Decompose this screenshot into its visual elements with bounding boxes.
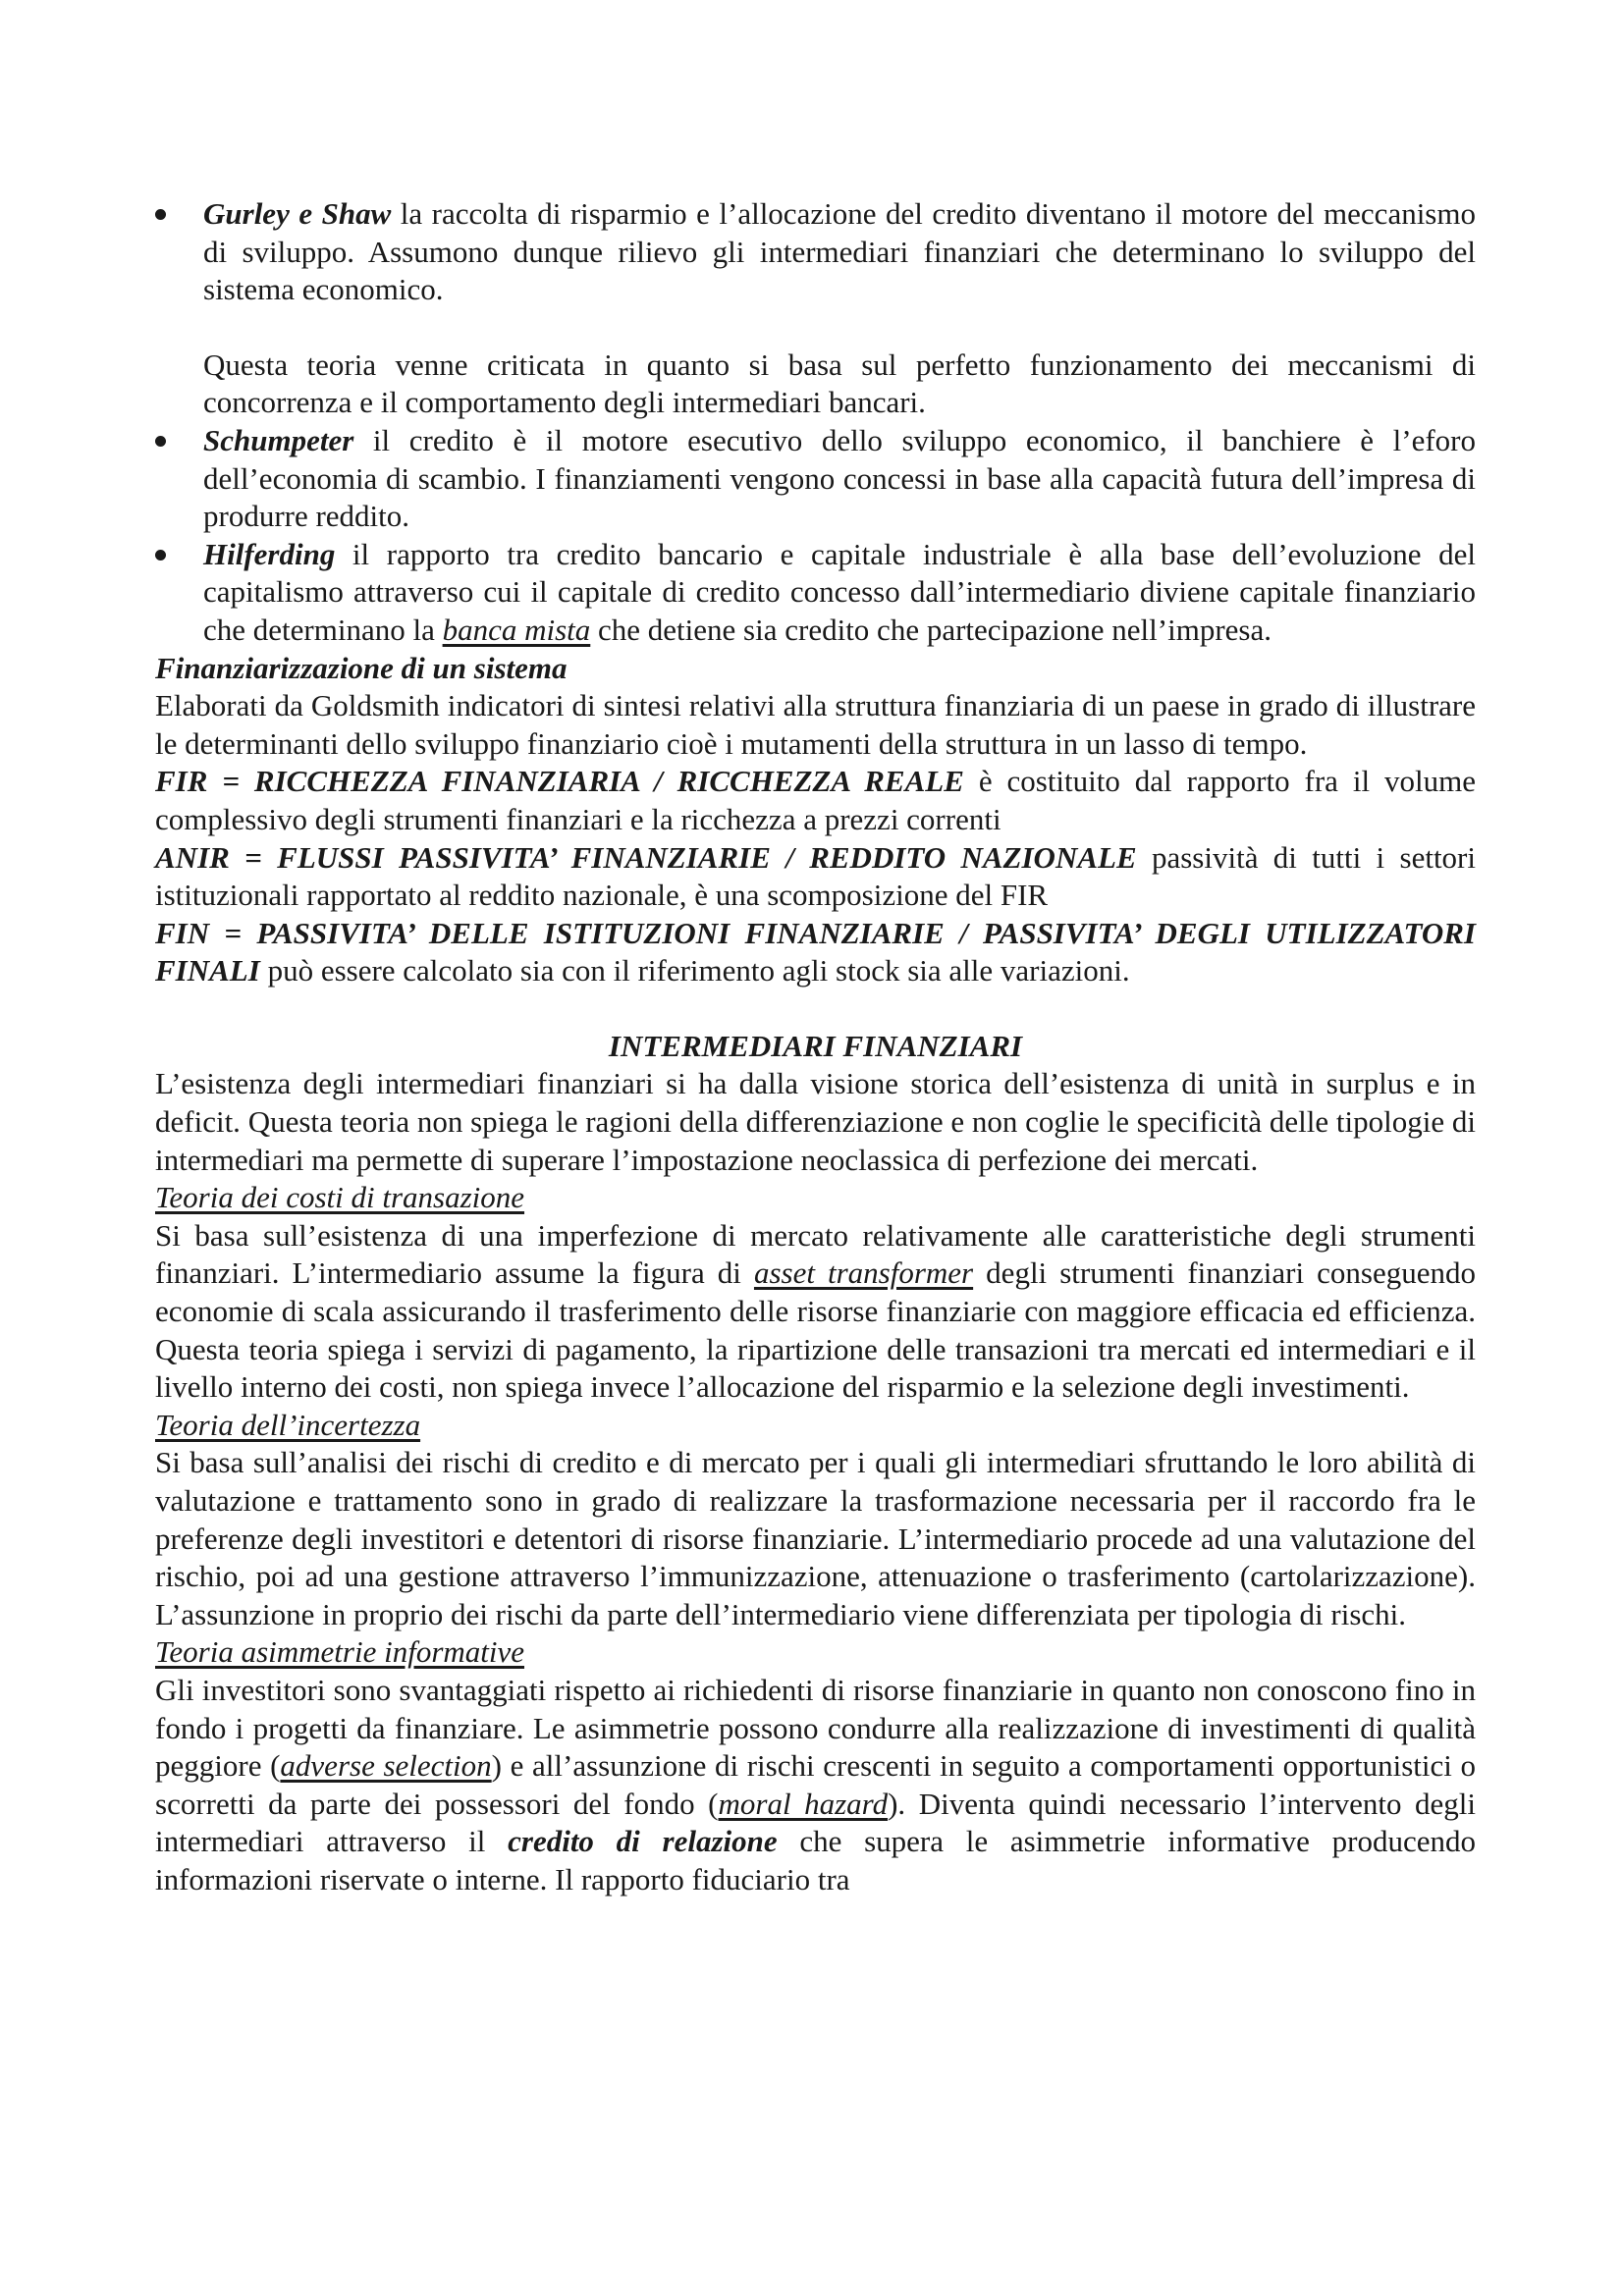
section-intro: Elaborati da Goldsmith indicatori di sintesi relativi alla struttura finanziaria di un paese in grado di illustrare le determinanti dello sviluppo finanziario cioè i mutamenti della struttura in un lasso di tempo. — [155, 688, 1476, 761]
section-heading: Finanziarizzazione di un sistema — [155, 650, 568, 685]
costi-paragraph: Si basa sull’esistenza di una imperfezione di mercato relativamente alle caratteristiche degli strumenti finanziari. L’intermediario assume la figura di asset transformer degli strumenti finanziari conseguendo economie di scala assicurando il trasferimento delle risorse finanziarie con maggiore efficacia ed efficienza. Questa teoria spiega i servizi di pagamento, la ripartizione delle transazioni tra mercati ed intermediari e il livello interno dei costi, non spiega invece l’allocazione del risparmio e la selezione degli investimenti. — [155, 1217, 1477, 1405]
adverse-selection-link: adverse selection — [280, 1748, 492, 1784]
bullet-item-schumpeter — [203, 422, 1476, 536]
bullet-icon — [155, 209, 166, 220]
criticism-paragraph: Questa teoria venne criticata in quanto si basa sul perfetto funzionamento dei meccanismi di concorrenza e il comportamento degli intermediari bancari. — [203, 347, 1476, 420]
fin-paragraph: FIN = PASSIVITA’ DELLE ISTITUZIONI FINANZIARIE / PASSIVITA’ DEGLI UTILIZZATORI FINALI può essere calcolato sia con il riferimento agli stock sia alle variazioni. — [155, 915, 1476, 988]
subheading-asimmetrie: Teoria asimmetrie informative — [155, 1634, 525, 1670]
bullet-text: il rapporto tra credito bancario e capitale industriale è alla base dell’evoluzione del capitalismo attraverso cui il capitale di credito concesso dall’intermediario diviene capitale finanziario che determinano la — [203, 536, 1476, 647]
fin-formula: FIN = PASSIVITA’ DELLE ISTITUZIONI FINANZIARIE / PASSIVITA’ DEGLI UTILIZZATORI FINALI — [155, 915, 1476, 988]
bullet-item-gurley-shaw — [203, 195, 1476, 309]
spacer — [0, 309, 1623, 347]
bullet-list-top — [203, 195, 1476, 309]
bullet-term: Hilferding — [203, 536, 336, 571]
bullet-item-hilferding — [203, 536, 1476, 650]
finanziarizzazione-section — [155, 650, 1476, 990]
bullet-text: la raccolta di risparmio e l’allocazione del credito diventano il motore del meccanismo di sviluppo. Assumono dunque rilievo gli intermediari finanziari che determinano lo sviluppo del sistema economico. — [203, 196, 1476, 307]
bullet-text: che detiene sia credito che partecipazione nell’impresa. — [590, 612, 1271, 647]
bullet-text: il credito è il motore esecutivo dello sviluppo economico, il banchiere è l’eforo dell’economia di scambio. I finanziamenti vengono concessi in base alla capacità futura dell’impresa di produrre reddito. — [203, 422, 1476, 534]
anir-formula: ANIR = FLUSSI PASSIVITA’ FINANZIARIE / REDDITO NAZIONALE — [155, 839, 1137, 875]
credito-relazione-term: credito di relazione — [508, 1824, 778, 1859]
intermediari-section — [155, 1028, 1476, 1899]
bullet-icon — [155, 436, 166, 447]
bullet-term: Schumpeter — [203, 422, 354, 457]
asset-transformer-link: asset transformer — [753, 1255, 974, 1291]
intermediari-intro: L’esistenza degli intermediari finanziari si ha dalla visione storica dell’esistenza di unità in surplus e in deficit. Questa teoria non spiega le ragioni della differenziazione e non coglie le specificità delle tipologie di intermediari ma permette di superare l’impostazione neoclassica di perfezione dei mercati. — [155, 1066, 1476, 1177]
banca-mista-link: banca mista — [442, 612, 591, 647]
bullet-list-mid — [203, 422, 1476, 650]
incertezza-paragraph: Si basa sull’analisi dei rischi di credito e di mercato per i quali gli intermediari sfruttando le loro abilità di valutazione e trattamento sono in grado di realizzare la trasformazione necessaria per il raccordo fra le preferenze degli investitori e detentori di risorse finanziarie. L’intermediario procede ad una valutazione del rischio, poi ad una gestione attraverso l’immunizzazione, attenuazione o trasferimento (cartolarizzazione). L’assunzione in proprio dei rischi da parte dell’intermediario viene differenziata per tipologia di rischi. — [155, 1445, 1476, 1631]
fir-paragraph: FIR = RICCHEZZA FINANZIARIA / RICCHEZZA REALE è costituito dal rapporto fra il volume complessivo degli strumenti finanziari e la ricchezza a prezzi correnti — [155, 764, 1476, 836]
bullet-term: Gurley e Shaw — [203, 196, 392, 231]
asimmetrie-paragraph: Gli investitori sono svantaggiati rispetto ai richiedenti di risorse finanziarie in quanto non conoscono fino in fondo i progetti da finanziare. Le asimmetrie possono condurre alla realizzazione di investimenti di qualità peggiore (adverse selection) e all’assunzione di rischi crescenti in seguito a comportamenti opportunistici o scorretti da parte dei possessori del fondo (moral hazard). Diventa quindi necessario l’intervento degli intermediari attraverso il credito di relazione che supera le asimmetrie informative producendo informazioni riservate o interne. Il rapporto fiduciario tra — [155, 1672, 1477, 1896]
fir-formula: FIR = RICCHEZZA FINANZIARIA / RICCHEZZA REALE — [155, 764, 964, 799]
bullet-icon — [155, 550, 166, 561]
section-title: INTERMEDIARI FINANZIARI — [608, 1028, 1023, 1063]
anir-paragraph: ANIR = FLUSSI PASSIVITA’ FINANZIARIE / REDDITO NAZIONALE passività di tutti i settori istituzionali rapportato al reddito nazionale, è una scomposizione del FIR — [155, 839, 1476, 913]
moral-hazard-link: moral hazard — [718, 1786, 889, 1821]
subheading-incertezza: Teoria dell’incertezza — [155, 1407, 421, 1442]
subheading-costi: Teoria dei costi di transazione — [155, 1180, 525, 1215]
